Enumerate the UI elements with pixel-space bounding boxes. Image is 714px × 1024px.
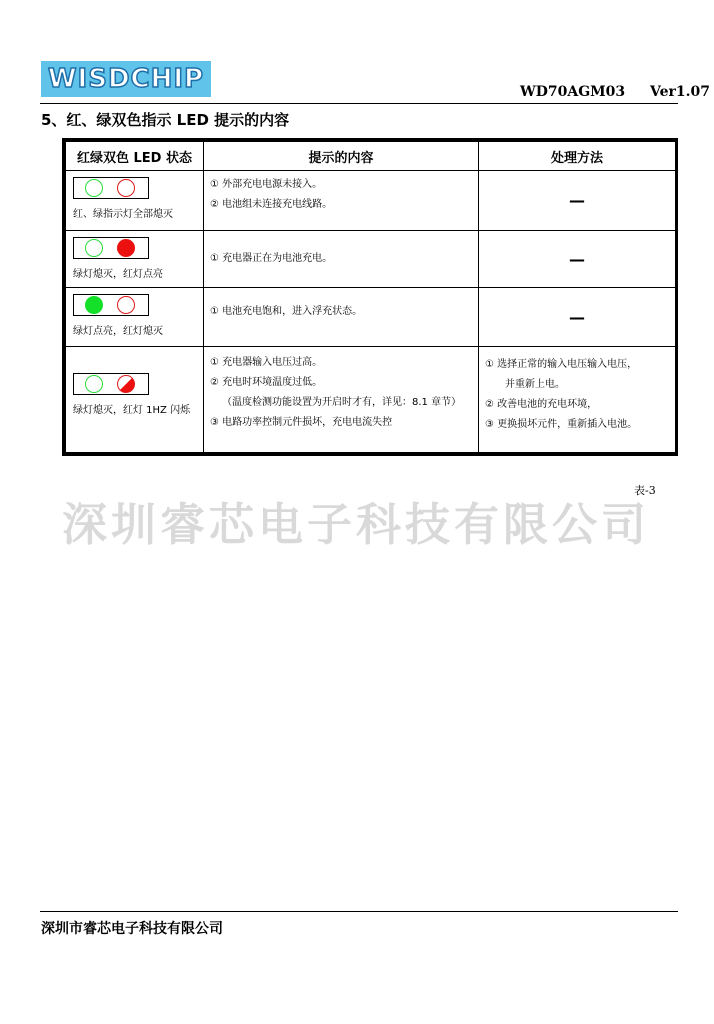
- table-header-row: [66, 142, 676, 171]
- header-divider: [40, 103, 678, 104]
- table-row: [66, 288, 676, 347]
- led-indicator: [73, 294, 149, 316]
- green-led-off-icon: [85, 179, 103, 197]
- led-indicator: [73, 237, 149, 259]
- method-cell: [479, 347, 676, 453]
- led-indicator: [73, 177, 149, 199]
- method-line: ② 改善电池的充电环境，: [485, 399, 598, 410]
- table-row: [66, 231, 676, 288]
- state-text: 红、绿指示灯全部熄灭: [73, 209, 173, 220]
- led-status-table: [62, 138, 678, 456]
- content-line: ② 充电时环境温度过低。: [210, 377, 323, 388]
- state-text: 绿灯点亮，红灯熄灭: [73, 326, 163, 337]
- state-cell: [66, 231, 204, 288]
- content-line: （温度检测功能设置为开启时才有，详见：8.1 章节）: [222, 397, 462, 408]
- state-cell: [66, 288, 204, 347]
- method-line: ① 选择正常的输入电压输入电压，: [485, 359, 638, 370]
- green-led-off-icon: [85, 239, 103, 257]
- doc-code: WD70AGM03: [520, 84, 626, 100]
- method-cell: —: [479, 171, 676, 231]
- document-id: [520, 84, 710, 100]
- state-cell: [66, 347, 204, 453]
- logo-text: WISDCHIP: [47, 64, 205, 94]
- content-line: ① 充电器输入电压过高。: [210, 357, 323, 368]
- content-line: ② 电池组未连接充电线路。: [210, 199, 333, 210]
- method-cell: —: [479, 231, 676, 288]
- state-cell: [66, 171, 204, 231]
- header-led-state: 红绿双色 LED 状态: [66, 142, 204, 171]
- green-led-off-icon: [85, 375, 103, 393]
- company-watermark: 深圳睿芯电子科技有限公司: [62, 498, 651, 551]
- header-method: 处理方法: [479, 142, 676, 171]
- content-line: ① 充电器正在为电池充电。: [210, 253, 333, 264]
- led-indicator: [73, 373, 149, 395]
- footer-company-name: 深圳市睿芯电子科技有限公司: [41, 921, 223, 937]
- section-title: 5、红、绿双色指示 LED 提示的内容: [41, 111, 290, 129]
- red-led-off-icon: [117, 296, 135, 314]
- method-line: ③ 更换损坏元件，重新插入电池。: [485, 419, 638, 430]
- content-line: ① 外部充电电源未接入。: [210, 179, 323, 190]
- content-cell: [204, 171, 479, 231]
- method-line: 并重新上电。: [505, 379, 565, 390]
- doc-version: Ver1.07: [650, 84, 710, 100]
- content-cell: [204, 347, 479, 453]
- red-led-off-icon: [117, 179, 135, 197]
- content-cell: [204, 288, 479, 347]
- state-text: 绿灯熄灭，红灯点亮: [73, 269, 163, 280]
- table-row: [66, 347, 676, 453]
- green-led-on-icon: [85, 296, 103, 314]
- footer-divider: [40, 911, 678, 912]
- table-caption: 表-3: [634, 484, 656, 497]
- red-led-on-icon: [117, 239, 135, 257]
- company-logo: [41, 61, 211, 97]
- content-cell: [204, 231, 479, 288]
- content-line: ① 电池充电饱和，进入浮充状态。: [210, 306, 363, 317]
- state-text: 绿灯熄灭，红灯 1HZ 闪烁: [73, 405, 191, 416]
- method-cell: —: [479, 288, 676, 347]
- red-led-blinking-icon: [117, 375, 135, 393]
- table-row: [66, 171, 676, 231]
- content-line: ③ 电路功率控制元件损坏，充电电流失控: [210, 417, 393, 428]
- header-content: 提示的内容: [204, 142, 479, 171]
